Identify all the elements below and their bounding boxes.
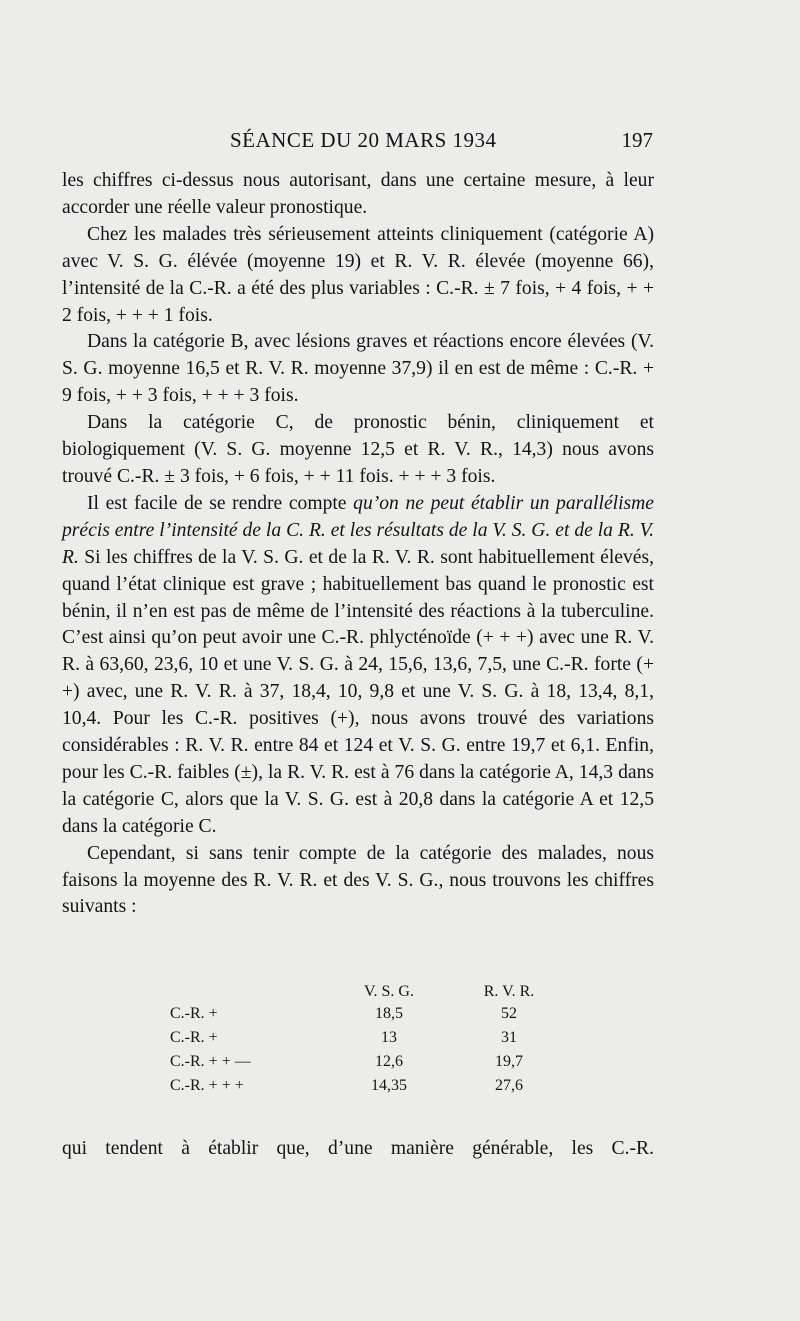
paragraph-text: Si les chiffres de la V. S. G. et de la R. V. R. sont habituellement élevés, quand l’état clinique est grave ; habituellement bas quand le pronostic est bénin, il n’en est pas de même de l’intensité des réactions à la tuberculine. C’est ainsi qu’on peut avoir une C.-R. phlycténoïde (+ + +) avec une R. V. R. à 63,60, 23,6, 10 et une V. S. G. à 24, 15,6, 13,6, 7,5, une C.-R. forte (+ +) avec, une R. V. R. à 37, 18,4, 10, 9,8 et une V. S. G. à 18, 13,4, 8,1, 10,4. Pour les C.-R. positives (+), nous avons trouvé des variations considérables : R. V. R. entre 84 et 124 et V. S. G. entre 19,7 et 6,1. Enfin, pour les C.-R. faibles (±), la R. V. R. est à 76 dans la catégorie A, 14,3 dans la catégorie C, alors que la V. S. G. est à 20,8 dans la catégorie A et 12,5 dans la catégorie C. (62, 546, 654, 837)
paragraph: Chez les malades très sérieusement atteints cliniquement (catégorie A) avec V. S. G. élévée (moyenne 19) et R. V. R. élevée (moyenne 66), l’intensité de la C.-R. a été des plus variables : C.-R. ± 7 fois, + 4 fois, + + 2 fois, + + + 1 fois. (62, 223, 654, 326)
table-row-label: C.-R. + (170, 1029, 218, 1046)
running-title: SÉANCE DU 20 MARS 1934 (230, 128, 497, 152)
italic-emphasis: qu’on ne peut établir un parallélisme précis entre l’intensité de la C. R. et les résultats de la V. S. G. et de la R. V. R. (62, 492, 654, 568)
paragraph: Dans la catégorie B, avec lésions graves et réactions encore élevées (V. S. G. moyenne 16,5 et R. V. R. moyenne 37,9) il en est de même : C.-R. + 9 fois, + + 3 fois, + + + 3 fois. (62, 331, 654, 407)
column-header-vsg: V. S. G. (364, 983, 414, 1000)
page-number: 197 (621, 128, 653, 152)
table-cell-rvr: 31 (501, 1029, 517, 1046)
paragraph: les chiffres ci-dessus nous autorisant, dans une certaine mesure, à leur accorder une réelle valeur pronostique. (62, 170, 654, 218)
final-line: qui tendent à établir que, d’une manière générable, les C.-R. (62, 1138, 654, 1159)
table-cell-rvr: 27,6 (495, 1077, 523, 1094)
body-text (62, 168, 654, 921)
table-cell-rvr: 19,7 (495, 1053, 523, 1070)
paragraph: Cependant, si sans tenir compte de la catégorie des malades, nous faisons la moyenne des R. V. R. et des V. S. G., nous trouvons les chiffres suivants : (62, 842, 654, 918)
table-cell-vsg: 12,6 (375, 1053, 403, 1070)
table-cell-vsg: 14,35 (371, 1077, 407, 1094)
table-cell-vsg: 13 (381, 1029, 397, 1046)
page-header (62, 128, 653, 158)
table-cell-vsg: 18,5 (375, 1005, 403, 1022)
table-row-label: C.-R. + + + (170, 1077, 244, 1094)
table-row-label: C.-R. + (170, 1005, 218, 1022)
paragraph-text: Il est facile de se rendre compte (87, 492, 354, 514)
results-table (62, 983, 654, 1118)
paragraph (62, 491, 654, 841)
paragraph: Dans la catégorie C, de pronostic bénin, cliniquement et biologiquement (V. S. G. moyenne 12,5 et R. V. R., 14,3) nous avons trouvé C.-R. ± 3 fois, + 6 fois, + + 11 fois. + + + 3 fois. (62, 412, 654, 487)
table-cell-rvr: 52 (501, 1005, 517, 1022)
column-header-rvr: R. V. R. (483, 983, 535, 1000)
table-row-label: C.-R. + + — (170, 1053, 251, 1070)
